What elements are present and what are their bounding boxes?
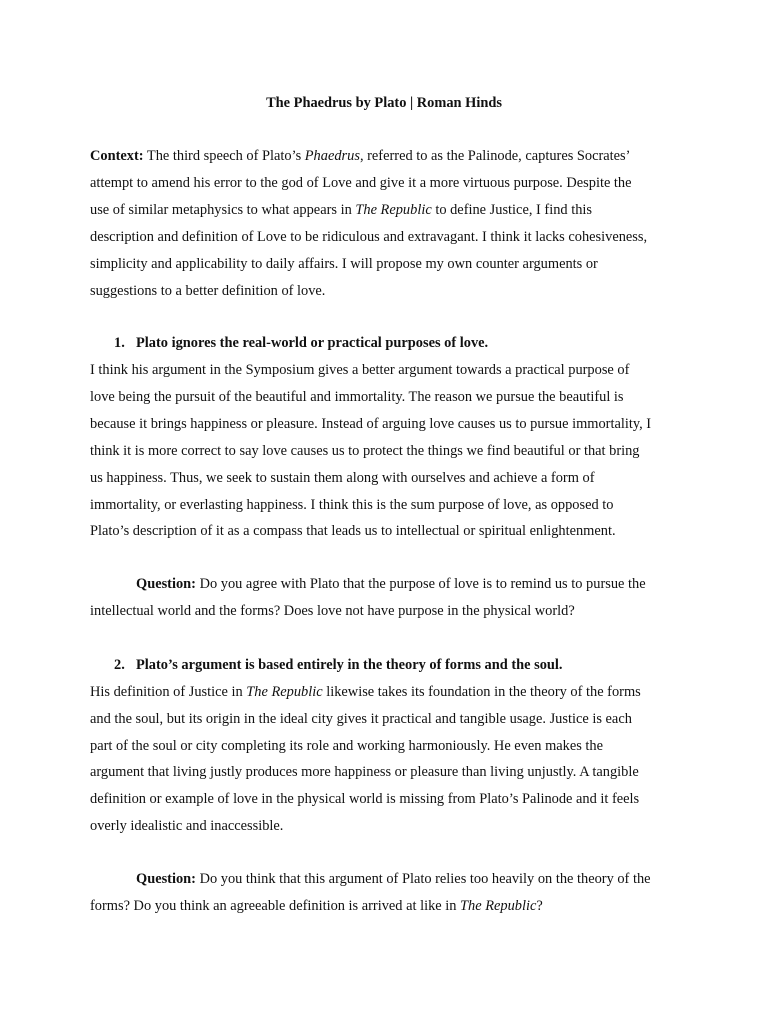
heading-text: Plato’s argument is based entirely in the theory of forms and the soul. <box>136 657 563 673</box>
question-label: Question: <box>136 576 196 592</box>
context-line-5: simplicity and applicability to daily affairs. I will propose my own counter arguments or <box>90 256 598 272</box>
question-2-line-2 <box>90 899 543 913</box>
point-1-line: immortality, or everlasting happiness. I think this is the sum purpose of love, as opposed to <box>90 497 614 513</box>
text-run: His definition of Justice in <box>90 684 247 700</box>
point-2-line: definition or example of love in the physical world is missing from Plato’s Palinode and it feels <box>90 791 640 807</box>
document-title: The Phaedrus by Plato | Roman Hinds <box>266 95 502 111</box>
point-2-line: argument that living justly produces more happiness or pleasure than living unjustly. A tangible <box>90 764 639 780</box>
context-label: Context: <box>90 148 144 164</box>
italic-title: The Republic <box>355 202 432 218</box>
context-line-2: attempt to amend his error to the god of Love and give it a more virtuous purpose. Despite the <box>90 175 632 191</box>
list-number: 2. <box>114 657 125 673</box>
italic-title: The Republic <box>460 898 537 914</box>
text-run: use of similar metaphysics to what appears in <box>90 202 356 218</box>
point-1-heading <box>114 336 488 350</box>
text-run: forms? Do you think an agreeable definition is arrived at like in <box>90 898 461 914</box>
point-1-line: love being the pursuit of the beautiful and immortality. The reason we pursue the beautiful is <box>90 389 624 405</box>
text-run: to define Justice, I find this <box>431 202 592 218</box>
point-1-line: think it is more correct to say love causes us to protect the things we find beautiful or that bring <box>90 443 640 459</box>
question-1-line-1 <box>136 577 646 591</box>
point-1-line: Plato’s description of it as a compass that leads us to intellectual or spiritual enlightenment. <box>90 523 616 539</box>
point-2-line-1 <box>90 685 641 699</box>
text-run: likewise takes its foundation in the theory of the forms <box>322 684 641 700</box>
context-line-4: description and definition of Love to be ridiculous and extravagant. I think it lacks cohesiveness, <box>90 229 648 245</box>
question-label: Question: <box>136 871 196 887</box>
text-run: The third speech of Plato’s <box>143 148 305 164</box>
point-1-line: because it brings happiness or pleasure. Instead of arguing love causes us to pursue immortality, I <box>90 416 652 432</box>
text-run: ? <box>536 898 543 914</box>
italic-title: Phaedrus <box>304 148 360 164</box>
point-2-line: overly idealistic and inaccessible. <box>90 818 284 834</box>
context-line-3 <box>90 203 592 217</box>
text-run: , referred to as the Palinode, captures Socrates’ <box>359 148 631 164</box>
heading-text: Plato ignores the real-world or practical purposes of love. <box>136 335 489 351</box>
point-2-line: and the soul, but its origin in the ideal city gives it practical and tangible usage. Justice is each <box>90 711 632 727</box>
point-1-line: us happiness. Thus, we seek to sustain them along with ourselves and achieve a form of <box>90 470 595 486</box>
question-2-line-1 <box>136 872 651 886</box>
context-line-1 <box>90 149 630 163</box>
italic-title: The Republic <box>246 684 323 700</box>
context-line-6: suggestions to a better definition of love. <box>90 283 326 299</box>
point-1-line: I think his argument in the Symposium gives a better argument towards a practical purpose of <box>90 362 630 378</box>
list-number: 1. <box>114 335 125 351</box>
text-run: Do you agree with Plato that the purpose of love is to remind us to pursue the <box>195 576 646 592</box>
question-1-line-2: intellectual world and the forms? Does love not have purpose in the physical world? <box>90 603 575 619</box>
point-2-line: part of the soul or city completing its role and working harmoniously. He even makes the <box>90 738 604 754</box>
text-run: Do you think that this argument of Plato relies too heavily on the theory of the <box>195 871 651 887</box>
point-2-heading <box>114 658 563 672</box>
